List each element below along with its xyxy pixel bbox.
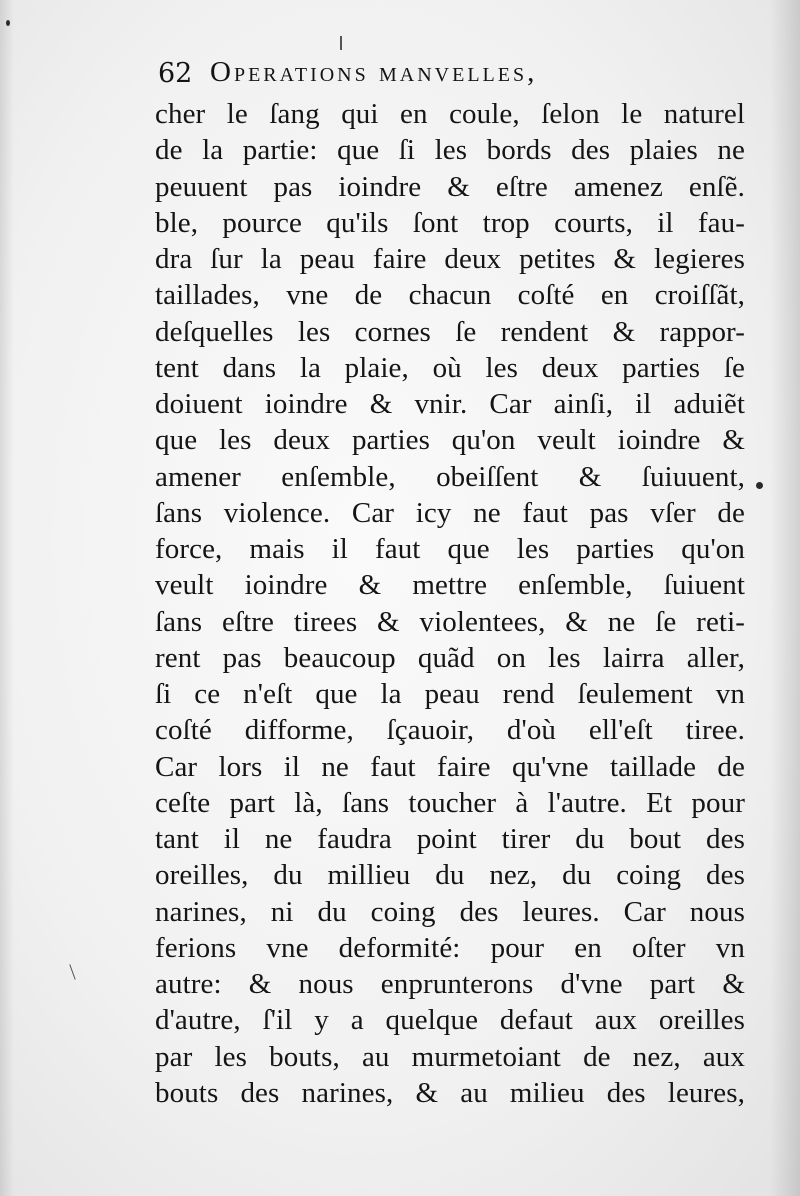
text-line: doiuent ioindre & vnir. Car ainſi, il aduiẽt — [155, 388, 745, 420]
page-header — [158, 56, 728, 96]
text-line: veult ioindre & mettre enſemble, ſuiuent — [155, 569, 745, 602]
body-text — [155, 96, 745, 1111]
text-line: ſi ce n'eſt que la peau rend ſeulement vn — [155, 678, 745, 710]
text-line: ceſte part là, ſans toucher à l'autre. Et pour — [155, 786, 745, 819]
text-line: oreilles, du millieu du nez, du coing des — [155, 859, 745, 892]
ink-stroke — [340, 36, 342, 50]
ink-speck — [6, 20, 10, 26]
text-line: amener enſemble, obeiſſent & ſuiuuent, — [155, 460, 745, 493]
text-line: tant il ne faudra point tirer du bout des — [155, 823, 745, 855]
text-line: de la partie: que ſi les bords des plaies ne — [155, 134, 745, 167]
text-line: taillades, vne de chacun coſté en croiſſãt, — [155, 279, 745, 312]
text-line: ſans eſtre tirees & violentees, & ne ſe reti- — [155, 605, 745, 638]
ink-speck — [756, 482, 763, 489]
text-line: force, mais il faut que les parties qu'on — [155, 533, 745, 565]
text-line: ſans violence. Car icy ne faut pas vſer de — [155, 496, 745, 529]
text-line: cher le ſang qui en coule, ſelon le naturel — [155, 98, 745, 130]
text-line: deſquelles les cornes ſe rendent & rappor- — [155, 315, 745, 348]
text-line: Car lors il ne faut faire qu'vne taillade de — [155, 750, 745, 783]
text-line: autre: & nous enprunterons d'vne part & — [155, 968, 745, 1000]
text-line: par les bouts, au murmetoiant de nez, aux — [155, 1040, 745, 1073]
ink-stroke — [69, 964, 75, 979]
text-line: que les deux parties qu'on veult ioindre & — [155, 424, 745, 457]
page-right-edge-shadow — [770, 0, 800, 1196]
text-line: rent pas beaucoup quãd on les lairra aller, — [155, 641, 745, 674]
text-line: narines, ni du coing des leures. Car nous — [155, 895, 745, 928]
text-line: dra ſur la peau faire deux petites & legieres — [155, 243, 745, 275]
text-line: d'autre, ſ'il y a quelque defaut aux oreilles — [155, 1004, 745, 1037]
page-left-edge-shadow — [0, 0, 14, 1196]
running-title: Operations manvelles, — [210, 56, 538, 88]
text-line: ferions vne deformité: pour en oſter vn — [155, 931, 745, 964]
text-line: peuuent pas ioindre & eſtre amenez enſẽ. — [155, 170, 745, 203]
text-line: coſté difforme, ſçauoir, d'où ell'eſt tiree. — [155, 714, 745, 747]
page-number: 62 — [158, 58, 193, 89]
text-line: ble, pource qu'ils ſont trop courts, il fau- — [155, 206, 745, 239]
text-line: bouts des narines, & au milieu des leures, — [155, 1076, 745, 1109]
text-line: tent dans la plaie, où les deux parties ſe — [155, 351, 745, 384]
